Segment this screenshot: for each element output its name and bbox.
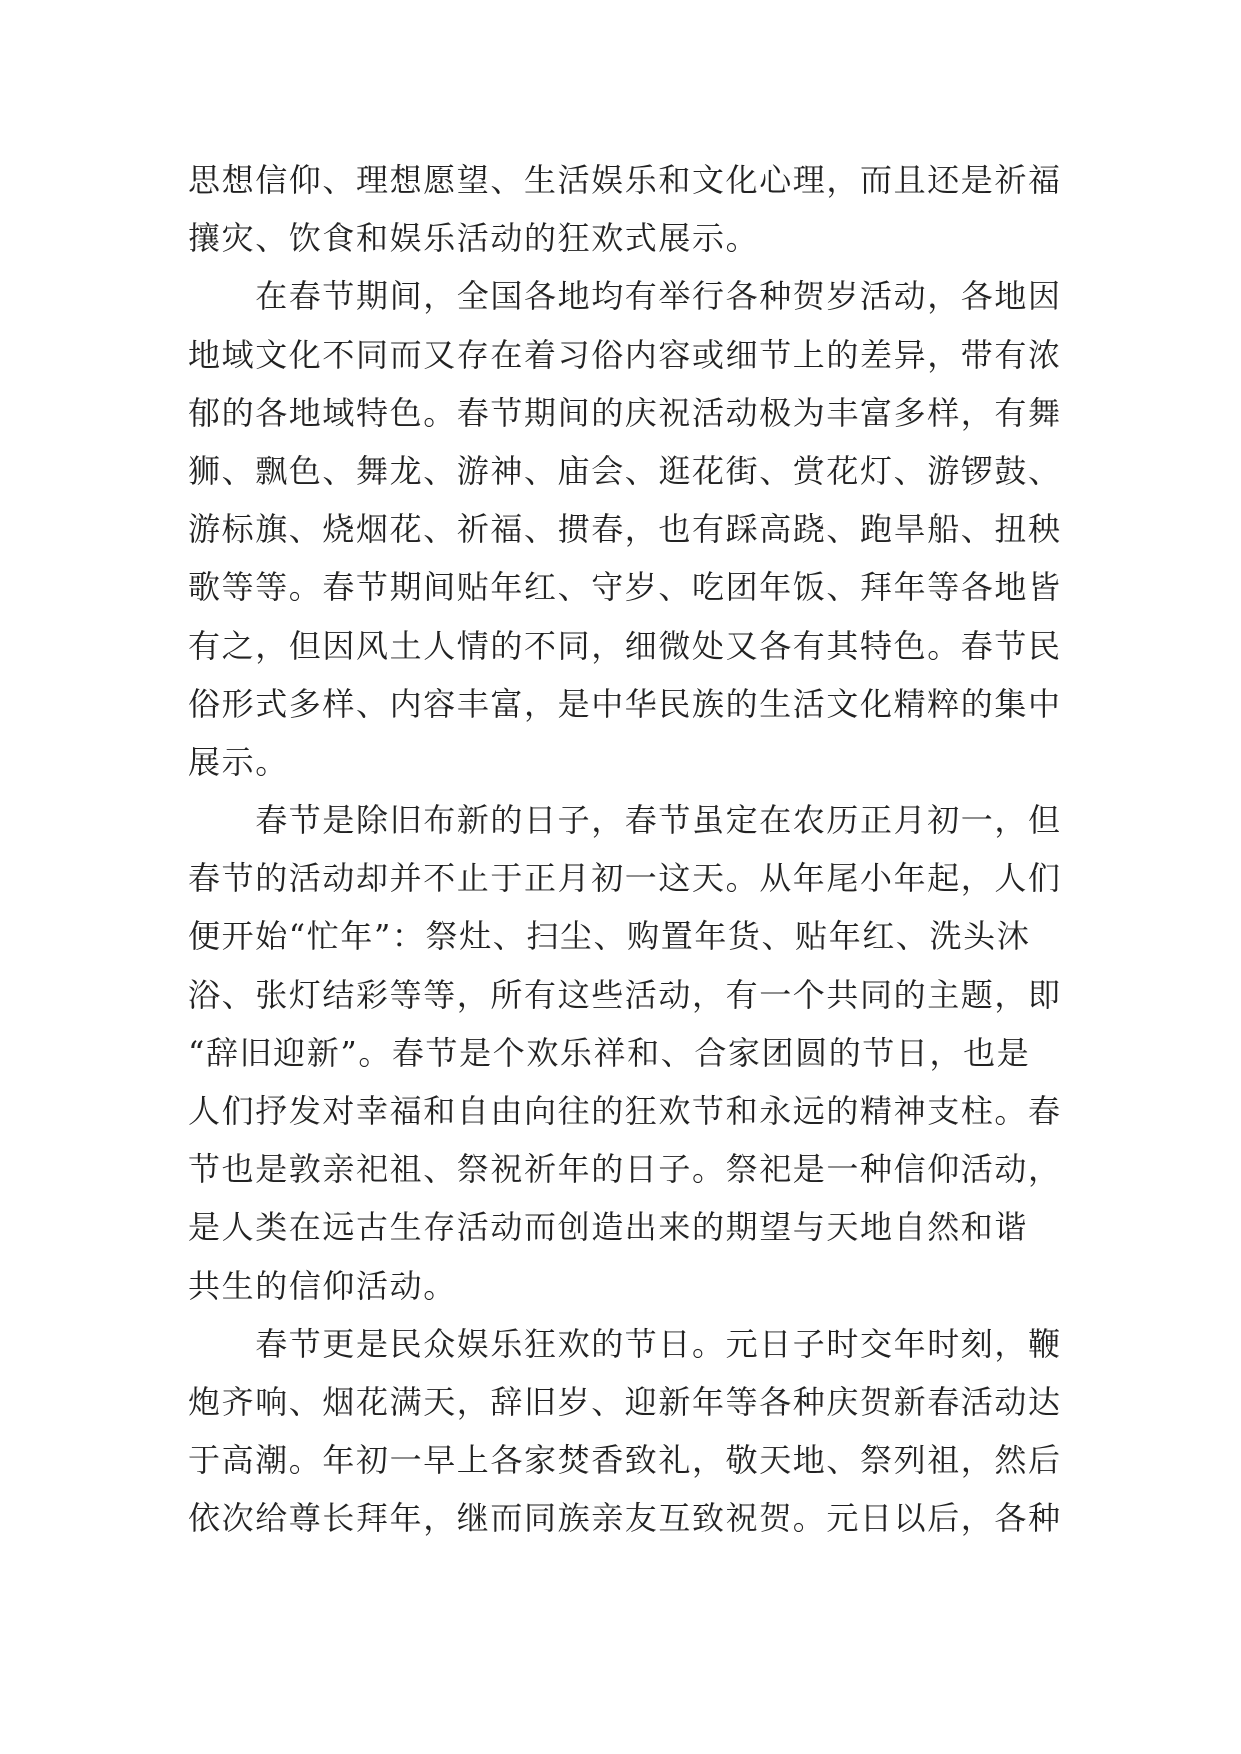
paragraph-line: 地域文化不同而又存在着习俗内容或细节上的差异，带有浓	[188, 335, 1062, 374]
paragraph-line: 有之，但因风土人情的不同，细微处又各有其特色。春节民	[188, 626, 1062, 665]
paragraph-line: 依次给尊长拜年，继而同族亲友互致祝贺。元日以后，各种	[188, 1499, 1062, 1538]
paragraph-line: 春节更是民众娱乐狂欢的节日。元日子时交年时刻，鞭	[188, 1324, 1062, 1363]
paragraph-line: 炮齐响、烟花满天，辞旧岁、迎新年等各种庆贺新春活动达	[188, 1382, 1062, 1421]
paragraph-line: 是人类在远古生存活动而创造出来的期望与天地自然和谐	[188, 1208, 1029, 1247]
paragraph-line: 俗形式多样、内容丰富，是中华民族的生活文化精粹的集中	[188, 684, 1062, 723]
paragraph-line: 思想信仰、理想愿望、生活娱乐和文化心理，而且还是祈福	[188, 161, 1062, 199]
paragraph-line: 歌等等。春节期间贴年红、守岁、吃团年饭、拜年等各地皆	[188, 568, 1062, 607]
paragraph-line: 于高潮。年初一早上各家焚香致礼，敬天地、祭列祖，然后	[188, 1441, 1062, 1480]
paragraph-line: 在春节期间，全国各地均有举行各种贺岁活动，各地因	[188, 277, 1062, 316]
paragraph-line: 游标旗、烧烟花、祈福、掼春，也有踩高跷、跑旱船、扭秧	[188, 510, 1062, 549]
paragraph-line: 春节的活动却并不止于正月初一这天。从年尾小年起，人们	[188, 859, 1062, 898]
paragraph-line: 狮、飘色、舞龙、游神、庙会、逛花街、赏花灯、游锣鼓、	[188, 451, 1062, 490]
paragraph-line: 人们抒发对幸福和自由向往的狂欢节和永远的精神支柱。春	[188, 1092, 1062, 1130]
document-body	[188, 151, 1062, 1548]
paragraph-line: “辞旧迎新”。春节是个欢乐祥和、合家团圆的节日，也是	[188, 1033, 1031, 1072]
paragraph-line: 春节是除旧布新的日子，春节虽定在农历正月初一，但	[188, 801, 1062, 840]
paragraph-line: 便开始“忙年”：祭灶、扫尘、购置年货、贴年红、洗头沐	[188, 917, 1031, 956]
paragraph-line: 节也是敦亲祀祖、祭祝祈年的日子。祭祀是一种信仰活动，	[188, 1150, 1062, 1189]
paragraph-line: 共生的信仰活动。	[188, 1266, 457, 1305]
paragraph-line: 攘灾、饮食和娱乐活动的狂欢式展示。	[188, 219, 760, 258]
paragraph-line: 郁的各地域特色。春节期间的庆祝活动极为丰富多样，有舞	[188, 393, 1062, 432]
paragraph-line: 展示。	[188, 742, 289, 781]
paragraph-line: 浴、张灯结彩等等，所有这些活动，有一个共同的主题，即	[188, 975, 1062, 1014]
